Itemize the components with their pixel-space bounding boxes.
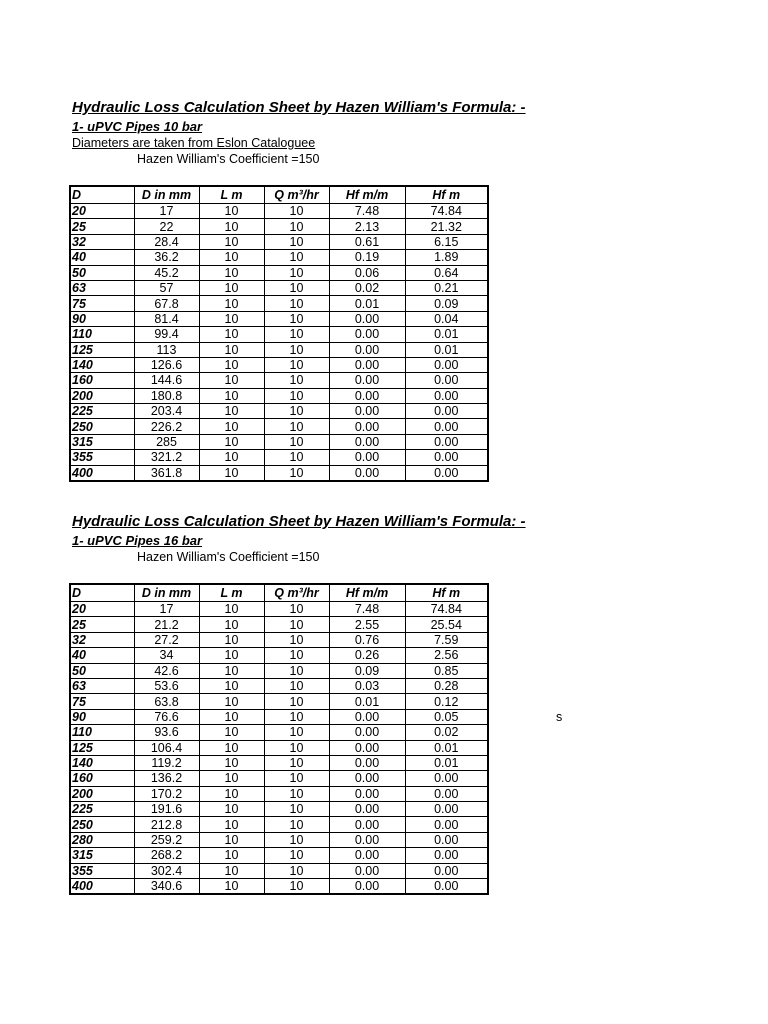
table-cell: 2.55 — [329, 617, 405, 632]
table-cell: 0.00 — [329, 863, 405, 878]
table-cell: 10 — [264, 771, 329, 786]
table-cell: 0.00 — [405, 879, 488, 895]
table-cell: 10 — [264, 755, 329, 770]
table-cell: 90 — [70, 311, 134, 326]
section2-title: Hydraulic Loss Calculation Sheet by Hazen William's Formula: - — [72, 513, 526, 530]
table-cell: 10 — [264, 296, 329, 311]
table-cell: 0.01 — [329, 296, 405, 311]
table-cell: 10 — [199, 725, 264, 740]
section1-title: Hydraulic Loss Calculation Sheet by Hazen William's Formula: - — [72, 99, 526, 116]
table-cell: 0.76 — [329, 632, 405, 647]
column-header: Q m³/hr — [264, 584, 329, 602]
table-cell: 10 — [199, 740, 264, 755]
table-cell: 225 — [70, 802, 134, 817]
section2-coefficient: Hazen William's Coefficient =150 — [137, 550, 320, 564]
table-cell: 22 — [134, 219, 199, 234]
table-cell: 10 — [264, 848, 329, 863]
table-cell: 25 — [70, 219, 134, 234]
table-cell: 0.00 — [405, 450, 488, 465]
table-cell: 0.01 — [405, 755, 488, 770]
table-cell: 0.00 — [405, 404, 488, 419]
table-row — [70, 848, 488, 863]
table-cell: 0.06 — [329, 265, 405, 280]
table-cell: 63.8 — [134, 694, 199, 709]
table-header-row — [70, 186, 488, 204]
table-cell: 10 — [199, 434, 264, 449]
table-cell: 27.2 — [134, 632, 199, 647]
table-cell: 74.84 — [405, 602, 488, 617]
table-cell: 10 — [264, 250, 329, 265]
table-cell: 0.00 — [405, 786, 488, 801]
table-cell: 10 — [199, 265, 264, 280]
table-cell: 106.4 — [134, 740, 199, 755]
table-row — [70, 296, 488, 311]
table-cell: 10 — [199, 388, 264, 403]
table-row — [70, 388, 488, 403]
table-cell: 340.6 — [134, 879, 199, 895]
table-cell: 0.00 — [329, 802, 405, 817]
table-cell: 10 — [199, 879, 264, 895]
section1-note: Diameters are taken from Eslon Cataloguee — [72, 136, 316, 150]
table-row — [70, 755, 488, 770]
table-cell: 10 — [264, 388, 329, 403]
table-cell: 0.01 — [405, 740, 488, 755]
table-cell: 0.00 — [405, 802, 488, 817]
table-cell: 20 — [70, 602, 134, 617]
table-cell: 0.00 — [405, 357, 488, 372]
table-cell: 285 — [134, 434, 199, 449]
table-row — [70, 465, 488, 481]
table-cell: 10 — [264, 817, 329, 832]
table-cell: 0.00 — [329, 342, 405, 357]
table-cell: 10 — [264, 419, 329, 434]
pipe-table-10bar — [69, 185, 489, 482]
table-cell: 32 — [70, 234, 134, 249]
table-cell: 10 — [199, 419, 264, 434]
table-cell: 400 — [70, 465, 134, 481]
table-cell: 0.00 — [329, 311, 405, 326]
table-cell: 140 — [70, 755, 134, 770]
pipe-table-16bar — [69, 583, 489, 895]
table-cell: 10 — [199, 694, 264, 709]
table-cell: 10 — [264, 709, 329, 724]
table-row — [70, 357, 488, 372]
table-cell: 10 — [199, 280, 264, 295]
table-cell: 0.01 — [405, 342, 488, 357]
table-cell: 10 — [199, 617, 264, 632]
table-cell: 0.00 — [329, 786, 405, 801]
table-cell: 126.6 — [134, 357, 199, 372]
table-cell: 10 — [264, 632, 329, 647]
table-cell: 212.8 — [134, 817, 199, 832]
table-cell: 40 — [70, 648, 134, 663]
table-row — [70, 311, 488, 326]
table-cell: 0.00 — [329, 832, 405, 847]
table-cell: 7.48 — [329, 602, 405, 617]
table-cell: 17 — [134, 204, 199, 219]
table-cell: 1.89 — [405, 250, 488, 265]
table-row — [70, 771, 488, 786]
table-cell: 10 — [199, 678, 264, 693]
table-cell: 302.4 — [134, 863, 199, 878]
table-cell: 10 — [199, 802, 264, 817]
column-header: Q m³/hr — [264, 186, 329, 204]
table-cell: 0.28 — [405, 678, 488, 693]
table-row — [70, 879, 488, 895]
table-cell: 110 — [70, 725, 134, 740]
table-cell: 0.21 — [405, 280, 488, 295]
table-cell: 119.2 — [134, 755, 199, 770]
table-cell: 67.8 — [134, 296, 199, 311]
table-cell: 7.59 — [405, 632, 488, 647]
table-row — [70, 219, 488, 234]
table-cell: 10 — [199, 450, 264, 465]
table-row — [70, 709, 488, 724]
table-cell: 34 — [134, 648, 199, 663]
table-cell: 400 — [70, 879, 134, 895]
table-cell: 0.00 — [329, 404, 405, 419]
table-cell: 93.6 — [134, 725, 199, 740]
table-row — [70, 617, 488, 632]
table-cell: 191.6 — [134, 802, 199, 817]
table-cell: 203.4 — [134, 404, 199, 419]
table-cell: 0.02 — [329, 280, 405, 295]
table-cell: 10 — [264, 342, 329, 357]
table-cell: 63 — [70, 678, 134, 693]
table-cell: 0.61 — [329, 234, 405, 249]
table-cell: 0.09 — [329, 663, 405, 678]
table-cell: 0.00 — [329, 740, 405, 755]
table-cell: 0.19 — [329, 250, 405, 265]
table-cell: 0.00 — [405, 465, 488, 481]
table-cell: 0.00 — [329, 771, 405, 786]
table-cell: 10 — [264, 311, 329, 326]
table-row — [70, 648, 488, 663]
table-cell: 125 — [70, 342, 134, 357]
table-cell: 259.2 — [134, 832, 199, 847]
column-header: Hf m — [405, 186, 488, 204]
table-row — [70, 250, 488, 265]
table-cell: 36.2 — [134, 250, 199, 265]
column-header: L m — [199, 584, 264, 602]
table-cell: 200 — [70, 786, 134, 801]
table-cell: 0.00 — [405, 373, 488, 388]
column-header: D in mm — [134, 186, 199, 204]
table-cell: 144.6 — [134, 373, 199, 388]
table-cell: 7.48 — [329, 204, 405, 219]
table-cell: 10 — [199, 755, 264, 770]
table-cell: 0.00 — [329, 879, 405, 895]
table-cell: 25.54 — [405, 617, 488, 632]
table-cell: 28.4 — [134, 234, 199, 249]
table-cell: 10 — [264, 694, 329, 709]
table-cell: 0.00 — [329, 755, 405, 770]
table-cell: 10 — [264, 863, 329, 878]
table-cell: 10 — [199, 832, 264, 847]
stray-cell-mark: s — [556, 710, 563, 724]
table-cell: 10 — [199, 234, 264, 249]
table-cell: 76.6 — [134, 709, 199, 724]
column-header: Hf m — [405, 584, 488, 602]
table-cell: 280 — [70, 832, 134, 847]
table-cell: 10 — [264, 740, 329, 755]
column-header: Hf m/m — [329, 584, 405, 602]
table-cell: 90 — [70, 709, 134, 724]
table-row — [70, 373, 488, 388]
table-row — [70, 234, 488, 249]
table-cell: 10 — [264, 802, 329, 817]
table-cell: 50 — [70, 265, 134, 280]
table-cell: 21.2 — [134, 617, 199, 632]
table-cell: 0.02 — [405, 725, 488, 740]
table-row — [70, 740, 488, 755]
column-header: L m — [199, 186, 264, 204]
table-cell: 10 — [264, 725, 329, 740]
table-cell: 250 — [70, 817, 134, 832]
table-cell: 0.09 — [405, 296, 488, 311]
table-cell: 0.00 — [329, 373, 405, 388]
table-cell: 10 — [199, 342, 264, 357]
table-row — [70, 342, 488, 357]
column-header: D — [70, 186, 134, 204]
table-cell: 180.8 — [134, 388, 199, 403]
table-cell: 10 — [199, 327, 264, 342]
table-cell: 0.00 — [329, 434, 405, 449]
table-cell: 42.6 — [134, 663, 199, 678]
table-cell: 268.2 — [134, 848, 199, 863]
table-row — [70, 786, 488, 801]
table-cell: 10 — [199, 848, 264, 863]
table-cell: 63 — [70, 280, 134, 295]
table-cell: 200 — [70, 388, 134, 403]
table-cell: 250 — [70, 419, 134, 434]
table-header-row — [70, 584, 488, 602]
table-cell: 0.04 — [405, 311, 488, 326]
table-cell: 10 — [199, 602, 264, 617]
table-cell: 0.01 — [329, 694, 405, 709]
table-row — [70, 419, 488, 434]
table-cell: 10 — [264, 450, 329, 465]
table-cell: 10 — [264, 832, 329, 847]
table-cell: 10 — [264, 879, 329, 895]
table-cell: 81.4 — [134, 311, 199, 326]
table-cell: 136.2 — [134, 771, 199, 786]
table-cell: 0.00 — [405, 817, 488, 832]
table-cell: 10 — [199, 648, 264, 663]
table-cell: 0.85 — [405, 663, 488, 678]
table-cell: 2.13 — [329, 219, 405, 234]
table-cell: 170.2 — [134, 786, 199, 801]
table-cell: 0.00 — [405, 832, 488, 847]
table-row — [70, 802, 488, 817]
table-row — [70, 678, 488, 693]
table-cell: 140 — [70, 357, 134, 372]
table-cell: 10 — [199, 404, 264, 419]
table-cell: 110 — [70, 327, 134, 342]
table-cell: 10 — [199, 863, 264, 878]
table-cell: 355 — [70, 450, 134, 465]
table-cell: 10 — [199, 250, 264, 265]
table-cell: 0.00 — [405, 863, 488, 878]
table-cell: 10 — [264, 327, 329, 342]
table-cell: 10 — [264, 265, 329, 280]
section1-coefficient: Hazen William's Coefficient =150 — [137, 152, 320, 166]
column-header: Hf m/m — [329, 186, 405, 204]
table-cell: 0.00 — [329, 709, 405, 724]
table-row — [70, 663, 488, 678]
table-cell: 53.6 — [134, 678, 199, 693]
table-cell: 10 — [264, 786, 329, 801]
table-cell: 10 — [199, 771, 264, 786]
table-cell: 2.56 — [405, 648, 488, 663]
table-cell: 10 — [199, 632, 264, 647]
table-cell: 10 — [199, 296, 264, 311]
table-row — [70, 327, 488, 342]
table-cell: 160 — [70, 373, 134, 388]
table-cell: 0.00 — [329, 327, 405, 342]
table-cell: 10 — [264, 678, 329, 693]
table-cell: 0.01 — [405, 327, 488, 342]
table-cell: 10 — [264, 280, 329, 295]
table-cell: 315 — [70, 848, 134, 863]
table-cell: 10 — [264, 617, 329, 632]
table-row — [70, 265, 488, 280]
table-cell: 10 — [264, 648, 329, 663]
table-row — [70, 404, 488, 419]
table-cell: 10 — [264, 373, 329, 388]
table-cell: 0.00 — [329, 450, 405, 465]
table-cell: 74.84 — [405, 204, 488, 219]
table-cell: 10 — [264, 434, 329, 449]
table-cell: 32 — [70, 632, 134, 647]
table-cell: 10 — [264, 234, 329, 249]
table-cell: 20 — [70, 204, 134, 219]
table-cell: 10 — [199, 709, 264, 724]
table-cell: 10 — [199, 219, 264, 234]
table-cell: 315 — [70, 434, 134, 449]
table-cell: 0.00 — [329, 388, 405, 403]
table-cell: 10 — [264, 404, 329, 419]
table-cell: 21.32 — [405, 219, 488, 234]
table-cell: 226.2 — [134, 419, 199, 434]
table-cell: 321.2 — [134, 450, 199, 465]
table-cell: 10 — [264, 602, 329, 617]
table-cell: 0.00 — [405, 388, 488, 403]
table-cell: 0.64 — [405, 265, 488, 280]
table-row — [70, 863, 488, 878]
table-cell: 57 — [134, 280, 199, 295]
table-row — [70, 204, 488, 219]
table-cell: 0.00 — [405, 848, 488, 863]
table-cell: 0.00 — [405, 771, 488, 786]
table-cell: 10 — [264, 357, 329, 372]
table-cell: 0.00 — [329, 357, 405, 372]
table-cell: 75 — [70, 694, 134, 709]
table-cell: 10 — [199, 373, 264, 388]
table-cell: 0.26 — [329, 648, 405, 663]
table-cell: 45.2 — [134, 265, 199, 280]
table-cell: 10 — [199, 786, 264, 801]
table-cell: 10 — [264, 465, 329, 481]
table-cell: 355 — [70, 863, 134, 878]
table-cell: 0.00 — [329, 465, 405, 481]
table-row — [70, 632, 488, 647]
table-cell: 10 — [199, 663, 264, 678]
table-cell: 10 — [264, 204, 329, 219]
table-cell: 160 — [70, 771, 134, 786]
table-cell: 10 — [199, 465, 264, 481]
table-row — [70, 725, 488, 740]
table-row — [70, 694, 488, 709]
table-row — [70, 434, 488, 449]
table-cell: 17 — [134, 602, 199, 617]
column-header: D — [70, 584, 134, 602]
table-cell: 361.8 — [134, 465, 199, 481]
section1-subtitle: 1- uPVC Pipes 10 bar — [72, 119, 203, 134]
table-cell: 25 — [70, 617, 134, 632]
table-cell: 0.00 — [405, 434, 488, 449]
table-cell: 10 — [199, 817, 264, 832]
table-cell: 10 — [264, 663, 329, 678]
table-cell: 0.00 — [329, 419, 405, 434]
table-cell: 75 — [70, 296, 134, 311]
column-header: D in mm — [134, 584, 199, 602]
table-row — [70, 280, 488, 295]
table-row — [70, 450, 488, 465]
table-cell: 10 — [264, 219, 329, 234]
table-cell: 40 — [70, 250, 134, 265]
table-cell: 113 — [134, 342, 199, 357]
table-cell: 0.00 — [329, 817, 405, 832]
table-cell: 50 — [70, 663, 134, 678]
table-cell: 0.05 — [405, 709, 488, 724]
table-cell: 0.12 — [405, 694, 488, 709]
table-cell: 10 — [199, 311, 264, 326]
section2-subtitle: 1- uPVC Pipes 16 bar — [72, 533, 203, 548]
table-cell: 0.00 — [405, 419, 488, 434]
table-cell: 10 — [199, 204, 264, 219]
table-cell: 0.00 — [329, 848, 405, 863]
table-cell: 10 — [199, 357, 264, 372]
table-cell: 99.4 — [134, 327, 199, 342]
table-cell: 225 — [70, 404, 134, 419]
table-cell: 0.00 — [329, 725, 405, 740]
table-row — [70, 832, 488, 847]
table-cell: 125 — [70, 740, 134, 755]
table-cell: 0.03 — [329, 678, 405, 693]
table-row — [70, 602, 488, 617]
table-cell: 6.15 — [405, 234, 488, 249]
table-row — [70, 817, 488, 832]
